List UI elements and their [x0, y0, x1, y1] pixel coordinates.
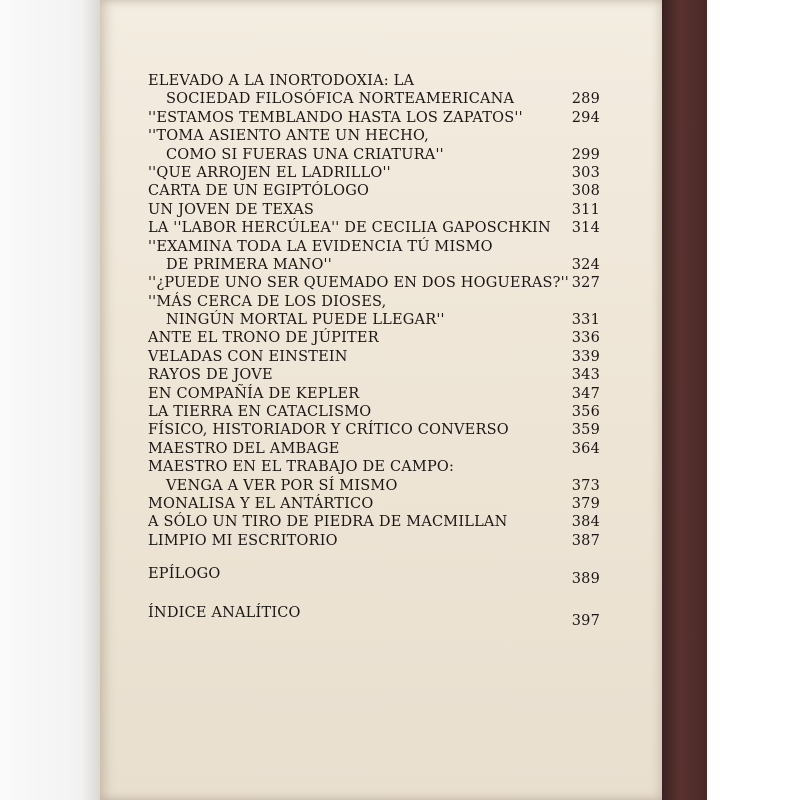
toc-entry-title: ''QUE ARROJEN EL LADRILLO'' [148, 164, 391, 181]
book-left-edge [0, 0, 102, 800]
toc-page-number: 387 [571, 532, 600, 549]
toc-page-number: 303 [571, 164, 600, 181]
toc-entry [148, 403, 600, 421]
toc-page-number: 364 [571, 440, 600, 457]
toc-entry-title: FÍSICO, HISTORIADOR Y CRÍTICO CONVERSO [148, 422, 509, 439]
toc-entry-title: MAESTRO DEL AMBAGE [148, 440, 340, 457]
toc-entry [148, 182, 600, 200]
toc-page-number: 336 [571, 330, 600, 347]
toc-page-number: 347 [571, 385, 600, 402]
toc-entry [148, 495, 600, 513]
toc-entry-title: EPÍLOGO [148, 566, 221, 583]
toc-entry [148, 329, 600, 347]
toc-entry-title: ''TOMA ASIENTO ANTE UN HECHO, [148, 128, 429, 145]
toc-entry [148, 421, 600, 439]
toc-page-number: 373 [571, 477, 600, 494]
toc-entry [148, 127, 600, 164]
toc-page-number: 343 [571, 367, 600, 384]
toc-page-number: 389 [571, 571, 600, 588]
toc-entry-title-continued: NINGÚN MORTAL PUEDE LLEGAR'' [166, 312, 445, 329]
toc-page-number: 327 [571, 275, 600, 292]
toc-entry-title: VELADAS CON EINSTEIN [148, 348, 348, 365]
toc-entry-title-continued: COMO SI FUERAS UNA CRIATURA'' [166, 146, 444, 163]
toc-entry-title: LA ''LABOR HERCÚLEA'' DE CECILIA GAPOSCHKIN [148, 220, 551, 237]
toc-entry-title: LIMPIO MI ESCRITORIO [148, 532, 338, 549]
toc-entry-title: MAESTRO EN EL TRABAJO DE CAMPO: [148, 459, 455, 476]
background-right [707, 0, 800, 800]
toc-page-number: 294 [571, 109, 600, 126]
toc-entry-title: ''MÁS CERCA DE LOS DIOSES, [148, 293, 387, 310]
table-of-contents [148, 72, 600, 629]
toc-page-number: 359 [571, 422, 600, 439]
toc-entry-title-continued: VENGA A VER POR SÍ MISMO [166, 477, 398, 494]
toc-page-number: 299 [571, 146, 600, 163]
toc-entry-title: ''ESTAMOS TEMBLANDO HASTA LOS ZAPATOS'' [148, 109, 523, 126]
toc-entry-title-continued: DE PRIMERA MANO'' [166, 256, 332, 273]
toc-entry [148, 348, 600, 366]
toc-entry [148, 72, 600, 109]
toc-entry [148, 201, 600, 219]
toc-entry [148, 604, 600, 629]
toc-entry-title: ELEVADO A LA INORTODOXIA: LA [148, 73, 415, 89]
toc-entry-title: MONALISA Y EL ANTÁRTICO [148, 495, 374, 512]
toc-entry-title: ÍNDICE ANALÍTICO [148, 604, 301, 621]
toc-entry [148, 293, 600, 330]
toc-entry [148, 440, 600, 458]
toc-page-number: 397 [571, 612, 600, 629]
toc-page-number: 324 [571, 256, 600, 273]
toc-entry [148, 164, 600, 182]
toc-entry [148, 109, 600, 127]
toc-entry-title-continued: SOCIEDAD FILOSÓFICA NORTEAMERICANA [166, 91, 515, 108]
toc-page-number: 289 [571, 91, 600, 108]
toc-entry-title: ''EXAMINA TODA LA EVIDENCIA TÚ MISMO [148, 238, 493, 255]
toc-entry [148, 458, 600, 495]
toc-page-number: 384 [571, 514, 600, 531]
toc-entry-title: UN JOVEN DE TEXAS [148, 201, 315, 218]
toc-page-number: 379 [571, 495, 600, 512]
toc-entry-title: CARTA DE UN EGIPTÓLOGO [148, 183, 370, 200]
toc-page-number: 339 [571, 348, 600, 365]
book-cover-edge [662, 0, 707, 800]
toc-page-number: 331 [571, 312, 600, 329]
toc-entry-title: A SÓLO UN TIRO DE PIEDRA DE MACMILLAN [148, 514, 508, 531]
toc-entry [148, 238, 600, 275]
toc-entry-title: ''¿PUEDE UNO SER QUEMADO EN DOS HOGUERAS?'' [148, 275, 569, 292]
toc-page-number: 311 [571, 201, 600, 218]
toc-entry-title: EN COMPAÑÍA DE KEPLER [148, 385, 360, 402]
toc-page-number: 356 [571, 404, 600, 421]
toc-page-number: 314 [571, 220, 600, 237]
toc-entry-title: LA TIERRA EN CATACLISMO [148, 404, 372, 421]
toc-entry [148, 219, 600, 237]
toc-page-number: 308 [571, 183, 600, 200]
toc-entry [148, 274, 600, 292]
toc-entry-title: ANTE EL TRONO DE JÚPITER [148, 330, 379, 347]
toc-entry [148, 565, 600, 588]
toc-entry [148, 532, 600, 550]
toc-entry-title: RAYOS DE JOVE [148, 367, 273, 384]
toc-entry [148, 385, 600, 403]
toc-entry [148, 366, 600, 384]
toc-entry [148, 513, 600, 531]
